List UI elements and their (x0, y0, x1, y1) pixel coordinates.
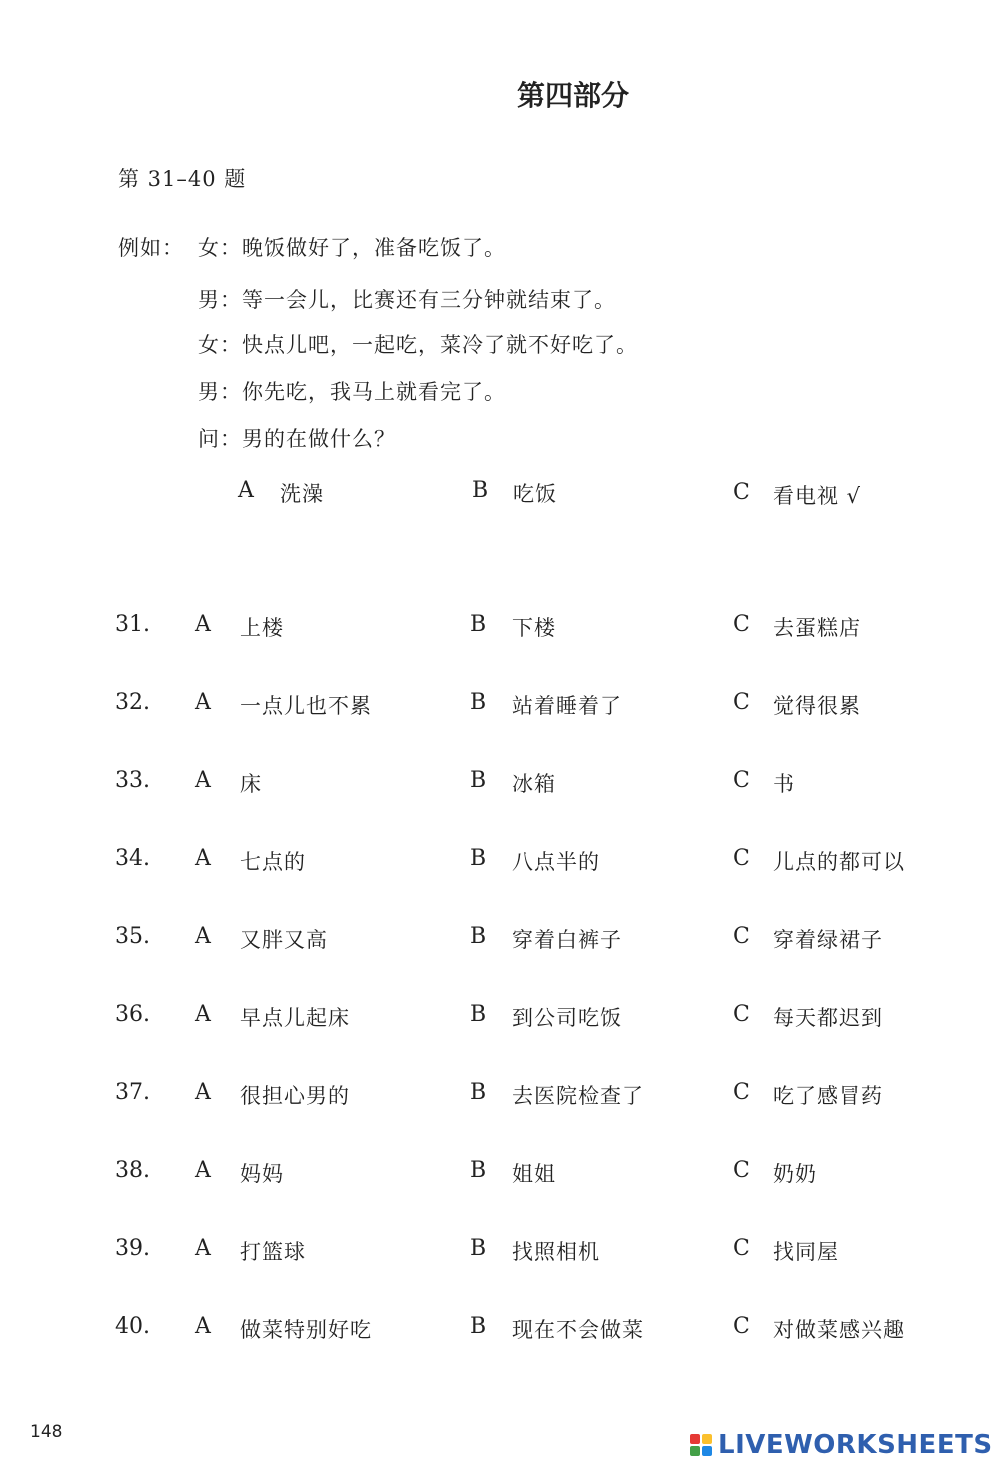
option-c-letter: C (733, 924, 750, 949)
brand-name: LIVEWORKSHEETS (718, 1430, 993, 1460)
option-b-text: 八点半的 (512, 850, 600, 874)
question-number: 31. (115, 612, 150, 637)
option-a-text: 早点儿起床 (240, 1006, 350, 1030)
example-option-a-letter: A (238, 478, 254, 503)
option-b-letter: B (470, 768, 487, 793)
option-b-letter: B (470, 1080, 487, 1105)
option-c-letter: C (733, 1002, 750, 1027)
option-c-text: 对做菜感兴趣 (773, 1318, 905, 1342)
option-b-letter: B (470, 846, 487, 871)
option-c-letter: C (733, 846, 750, 871)
example-option-c-text: 看电视 √ (773, 484, 862, 508)
option-c-letter: C (733, 1236, 750, 1261)
liveworksheets-logo-icon (690, 1434, 712, 1456)
option-a-text: 做菜特别好吃 (240, 1318, 372, 1342)
option-a-letter: A (195, 1158, 211, 1183)
option-a-text: 一点儿也不累 (240, 694, 372, 718)
option-c-letter: C (733, 1314, 750, 1339)
option-b-text: 冰箱 (512, 772, 556, 796)
option-a-letter: A (195, 612, 211, 637)
example-option-c-letter: C (733, 480, 750, 505)
option-a-text: 七点的 (240, 850, 306, 874)
question-number: 39. (115, 1236, 150, 1261)
option-a-letter: A (195, 846, 211, 871)
example-question: 问：男的在做什么？ (198, 427, 396, 451)
option-a-letter: A (195, 768, 211, 793)
option-a-text: 打篮球 (240, 1240, 306, 1264)
option-c-letter: C (733, 1080, 750, 1105)
question-number: 34. (115, 846, 150, 871)
question-number: 32. (115, 690, 150, 715)
example-option-b-text: 吃饭 (513, 482, 557, 506)
example-option-b-letter: B (472, 478, 489, 503)
question-number: 40. (115, 1314, 150, 1339)
question-number: 35. (115, 924, 150, 949)
option-c-letter: C (733, 612, 750, 637)
option-b-letter: B (470, 1002, 487, 1027)
option-c-text: 奶奶 (773, 1162, 817, 1186)
option-c-text: 书 (773, 772, 795, 796)
option-c-text: 穿着绿裙子 (773, 928, 883, 952)
example-line-2: 男：等一会儿，比赛还有三分钟就结束了。 (198, 288, 616, 312)
option-c-letter: C (733, 1158, 750, 1183)
question-number: 38. (115, 1158, 150, 1183)
question-number: 33. (115, 768, 150, 793)
option-b-text: 下楼 (512, 616, 556, 640)
option-a-text: 很担心男的 (240, 1084, 350, 1108)
option-b-text: 去医院检查了 (512, 1084, 644, 1108)
option-a-letter: A (195, 1314, 211, 1339)
option-a-letter: A (195, 690, 211, 715)
option-a-text: 又胖又高 (240, 928, 328, 952)
example-line-4: 男：你先吃，我马上就看完了。 (198, 380, 506, 404)
option-a-text: 床 (240, 772, 262, 796)
option-b-letter: B (470, 1158, 487, 1183)
option-b-letter: B (470, 1314, 487, 1339)
option-c-letter: C (733, 768, 750, 793)
question-number: 37. (115, 1080, 150, 1105)
option-c-letter: C (733, 690, 750, 715)
option-c-text: 找同屋 (773, 1240, 839, 1264)
option-b-letter: B (470, 924, 487, 949)
option-b-text: 姐姐 (512, 1162, 556, 1186)
option-b-text: 找照相机 (512, 1240, 600, 1264)
liveworksheets-brand[interactable] (690, 1430, 993, 1460)
option-b-text: 站着睡着了 (512, 694, 622, 718)
example-option-a-text: 洗澡 (280, 482, 324, 506)
option-c-text: 觉得很累 (773, 694, 861, 718)
option-a-text: 上楼 (240, 616, 284, 640)
option-a-letter: A (195, 1080, 211, 1105)
option-c-text: 儿点的都可以 (773, 850, 905, 874)
option-b-letter: B (470, 1236, 487, 1261)
option-b-text: 到公司吃饭 (512, 1006, 622, 1030)
option-c-text: 每天都迟到 (773, 1006, 883, 1030)
option-b-letter: B (470, 612, 487, 637)
example-label: 例如： (118, 236, 184, 260)
option-a-letter: A (195, 1236, 211, 1261)
page-title: 第四部分 (517, 79, 630, 112)
option-c-text: 去蛋糕店 (773, 616, 861, 640)
page-number: 148 (30, 1422, 63, 1442)
option-a-text: 妈妈 (240, 1162, 284, 1186)
option-a-letter: A (195, 1002, 211, 1027)
option-b-text: 穿着白裤子 (512, 928, 622, 952)
section-range: 第 31–40 题 (118, 167, 247, 191)
option-b-text: 现在不会做菜 (512, 1318, 644, 1342)
example-line-1: 女：晚饭做好了，准备吃饭了。 (198, 236, 506, 260)
question-number: 36. (115, 1002, 150, 1027)
option-a-letter: A (195, 924, 211, 949)
option-c-text: 吃了感冒药 (773, 1084, 883, 1108)
example-line-3: 女：快点儿吧，一起吃，菜冷了就不好吃了。 (198, 333, 638, 357)
option-b-letter: B (470, 690, 487, 715)
